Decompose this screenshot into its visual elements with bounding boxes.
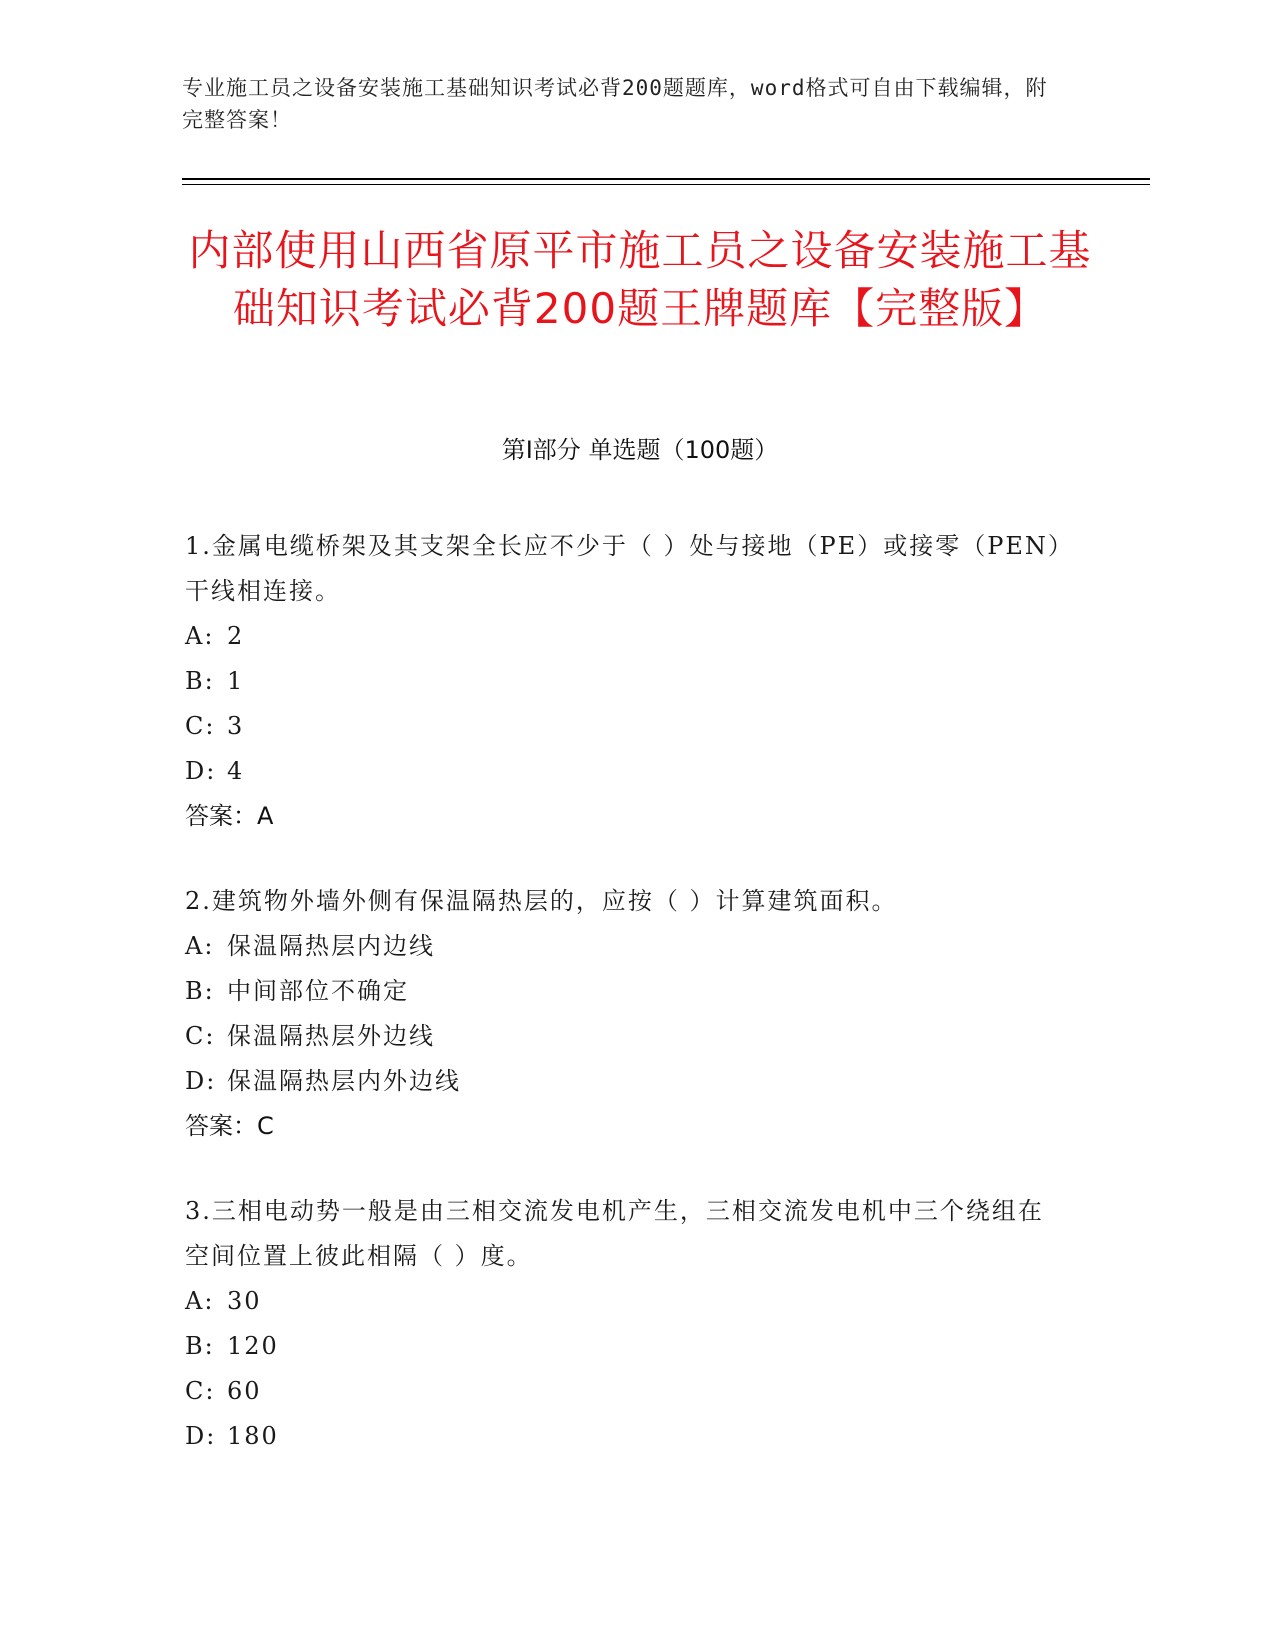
option-letter: C:: [185, 712, 216, 740]
option-letter: A:: [185, 622, 215, 650]
option-letter: A:: [185, 1287, 215, 1315]
section-heading: 第Ⅰ部分 单选题（100题）: [501, 436, 779, 464]
option-a: [185, 924, 1065, 969]
option-c: [185, 704, 1065, 749]
option-letter: C:: [185, 1022, 216, 1050]
option-text: 60: [227, 1377, 262, 1405]
question-stem: 3.三相电动势一般是由三相交流发电机产生，三相交流发电机中三个绕组在空间位置上彼此相隔（ ）度。: [185, 1197, 1044, 1270]
option-letter: A:: [185, 932, 215, 960]
option-text: 中间部位不确定: [227, 977, 409, 1005]
option-letter: B:: [185, 977, 215, 1005]
option-d: [185, 749, 1065, 794]
option-c: [185, 1369, 1065, 1414]
header-rule-thick: [182, 178, 1150, 180]
option-letter: B:: [185, 1332, 215, 1360]
header-rule-thin: [182, 184, 1150, 185]
option-letter: D:: [185, 1067, 217, 1095]
question-item: [185, 879, 1065, 1149]
answer-line: 答案：C: [185, 1112, 274, 1140]
option-a: [185, 614, 1065, 659]
option-text: 4: [227, 757, 245, 785]
option-c: [185, 1014, 1065, 1059]
answer-line: 答案：A: [185, 802, 274, 830]
option-letter: D:: [185, 1422, 217, 1450]
option-letter: B:: [185, 667, 215, 695]
option-text: 2: [227, 622, 245, 650]
option-a: [185, 1279, 1065, 1324]
option-b: [185, 969, 1065, 1014]
option-text: 保温隔热层内边线: [227, 932, 435, 960]
document-title: 内部使用山西省原平市施工员之设备安装施工基础知识考试必背200题王牌题库【完整版】: [188, 226, 1092, 333]
option-text: 30: [227, 1287, 262, 1315]
option-text: 120: [227, 1332, 279, 1360]
option-b: [185, 1324, 1065, 1369]
option-letter: C:: [185, 1377, 216, 1405]
option-d: [185, 1059, 1065, 1104]
option-text: 180: [227, 1422, 279, 1450]
question-item: [185, 524, 1065, 839]
option-b: [185, 659, 1065, 704]
question-stem: 1.金属电缆桥架及其支架全长应不少于（ ）处与接地（PE）或接零（PEN）干线相连接。: [185, 532, 1062, 605]
option-text: 3: [227, 712, 245, 740]
option-d: [185, 1414, 1065, 1459]
question-stem: 2.建筑物外墙外侧有保温隔热层的，应按（ ）计算建筑面积。: [185, 887, 898, 915]
header-note: 专业施工员之设备安装施工基础知识考试必背200题题库，word格式可自由下载编辑，附完整答案！: [182, 76, 1048, 132]
option-text: 保温隔热层内外边线: [227, 1067, 461, 1095]
option-text: 1: [227, 667, 245, 695]
question-item: [185, 1189, 1065, 1459]
option-text: 保温隔热层外边线: [227, 1022, 435, 1050]
option-letter: D:: [185, 757, 217, 785]
question-list: [185, 524, 1065, 1499]
